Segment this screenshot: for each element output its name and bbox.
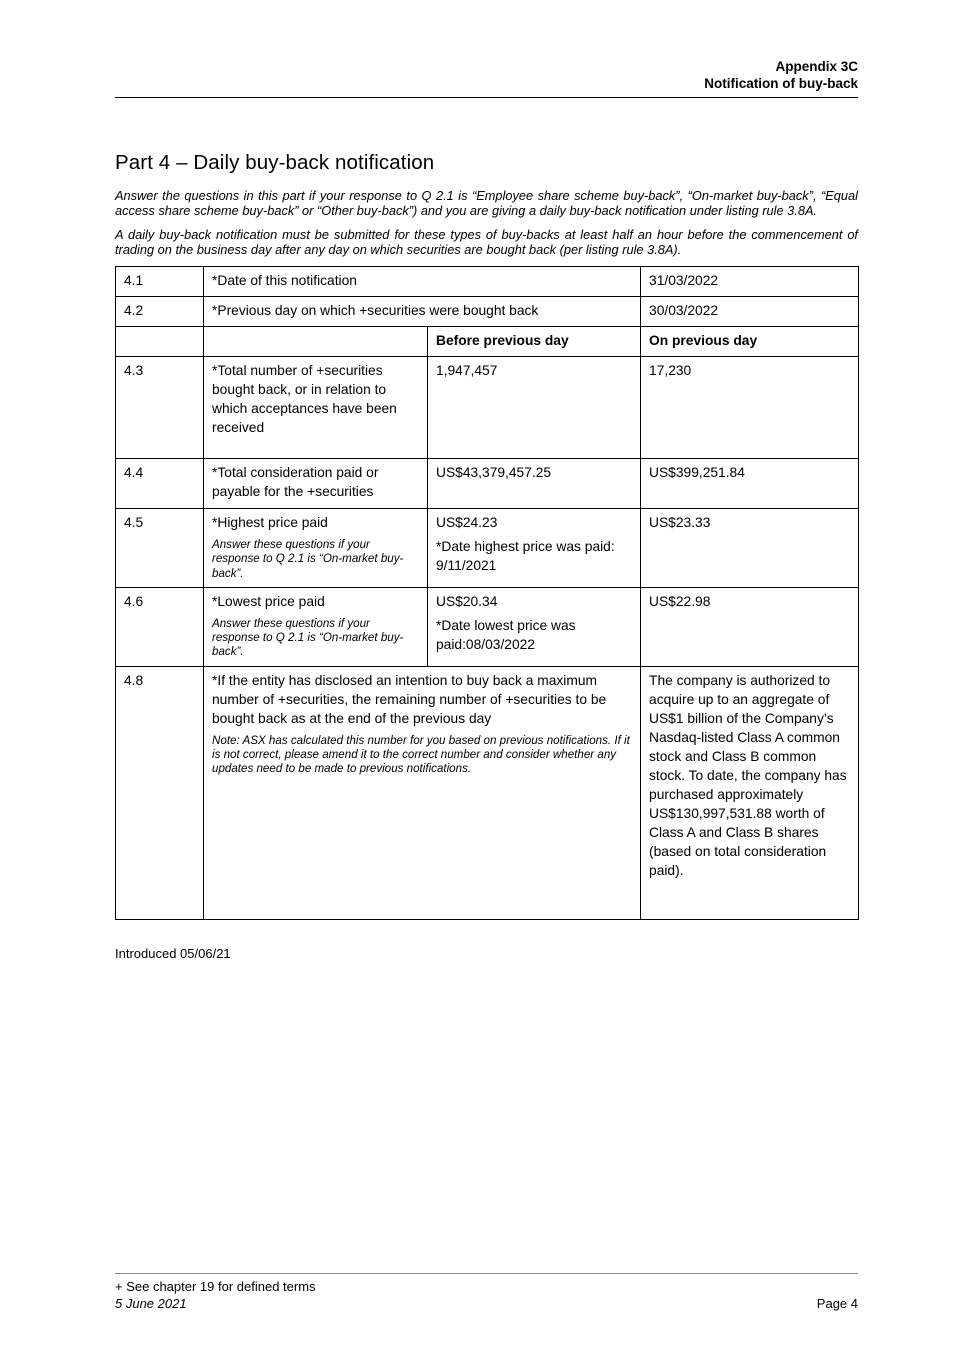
table-row-4-6 (116, 587, 859, 666)
item-label: *Previous day on which +securities were bought back (204, 297, 641, 327)
item-value: 30/03/2022 (641, 297, 859, 327)
page-content (115, 0, 858, 961)
document-header (115, 0, 858, 98)
item-label-cell (204, 666, 641, 919)
item-number: 4.4 (116, 459, 204, 509)
value-on-previous-day: US$23.33 (641, 509, 859, 588)
column-header-on-previous-day: On previous day (641, 327, 859, 357)
item-label: *Highest price paid (212, 515, 328, 530)
footer-defined-terms: + See chapter 19 for defined terms (115, 1279, 316, 1294)
item-value: 31/03/2022 (641, 267, 859, 297)
value-on-previous-day: US$22.98 (641, 587, 859, 666)
table-row-4-2 (116, 297, 859, 327)
table-row-4-1 (116, 267, 859, 297)
item-label-cell (204, 587, 428, 666)
price-date: *Date highest price was paid: 9/11/2021 (436, 539, 615, 573)
empty-cell (204, 327, 428, 357)
document-footer (115, 1273, 858, 1312)
item-note: Answer these questions if your response to Q 2.1 is “On-market buy-back”. (212, 538, 404, 580)
remaining-buyback-description: The company is authorized to acquire up to an aggregate of US$1 billion of the Company’s Nasdaq-listed Class A common stock and Class B common stock. To date, the company has purchased approximately US$130,997,531.88 worth of Class A and Class B shares (based on total consideration paid). (641, 666, 859, 919)
footer-page-number: Page 4 (816, 1296, 858, 1311)
value-on-previous-day: US$399,251.84 (641, 459, 859, 509)
item-number: 4.2 (116, 297, 204, 327)
header-subtitle: Notification of buy-back (704, 76, 858, 91)
price-date: *Date lowest price was paid:08/03/2022 (436, 617, 576, 652)
empty-cell (116, 327, 204, 357)
price-value: US$20.34 (436, 593, 498, 609)
price-value: US$24.23 (436, 515, 498, 530)
value-before-previous-day-cell (428, 509, 641, 588)
item-number: 4.3 (116, 357, 204, 459)
item-number: 4.6 (116, 587, 204, 666)
value-before-previous-day-cell (428, 587, 641, 666)
item-number: 4.5 (116, 509, 204, 588)
header-appendix-label: Appendix 3C (775, 59, 858, 74)
intro-para-2: A daily buy-back notification must be submitted for these types of buy-backs at least half an hour before the commencement of trading on the business day after any day on which securities are bought back (per listing rule 3.8A). (115, 227, 858, 257)
item-label: *If the entity has disclosed an intention to buy back a maximum number of +securities, the remaining number of +securities to be bought back as at the end of the previous day (212, 672, 607, 726)
item-label: *Lowest price paid (212, 593, 325, 609)
value-on-previous-day: 17,230 (641, 357, 859, 459)
buy-back-form-table (115, 266, 859, 920)
intro-paragraphs (115, 188, 858, 257)
table-row-4-4 (116, 459, 859, 509)
item-note: Note: ASX has calculated this number for you based on previous notifications. If it is not correct, please amend it to the correct number and consider whether any updates need to be made to previous notifications. (212, 733, 630, 776)
item-note: Answer these questions if your response to Q 2.1 is “On-market buy-back”. (212, 616, 404, 659)
introduced-note: Introduced 05/06/21 (115, 945, 231, 961)
value-before-previous-day: 1,947,457 (428, 357, 641, 459)
item-number: 4.1 (116, 267, 204, 297)
footer-row (115, 1295, 858, 1312)
table-row-4-5 (116, 509, 859, 588)
item-label: *Date of this notification (204, 267, 641, 297)
value-before-previous-day: US$43,379,457.25 (428, 459, 641, 509)
footer-date: 5 June 2021 (115, 1296, 187, 1311)
table-row-4-3 (116, 357, 859, 459)
column-header-before-previous-day: Before previous day (428, 327, 641, 357)
item-number: 4.8 (116, 666, 204, 919)
intro-para-1: Answer the questions in this part if your response to Q 2.1 is “Employee share scheme buy-back”, “On-market buy-back”, “Equal access share scheme buy-back” or “Other buy-back”) and you are giving a daily buy-back notification under listing rule 3.8A. (115, 188, 858, 218)
item-label-cell (204, 509, 428, 588)
table-row-4-8 (116, 666, 859, 919)
page-title: Part 4 – Daily buy-back notification (115, 151, 435, 174)
item-label: *Total number of +securities bought back, or in relation to which acceptances have been received (204, 357, 428, 459)
table-header-row (116, 327, 859, 357)
item-label: *Total consideration paid or payable for the +securities (204, 459, 428, 509)
